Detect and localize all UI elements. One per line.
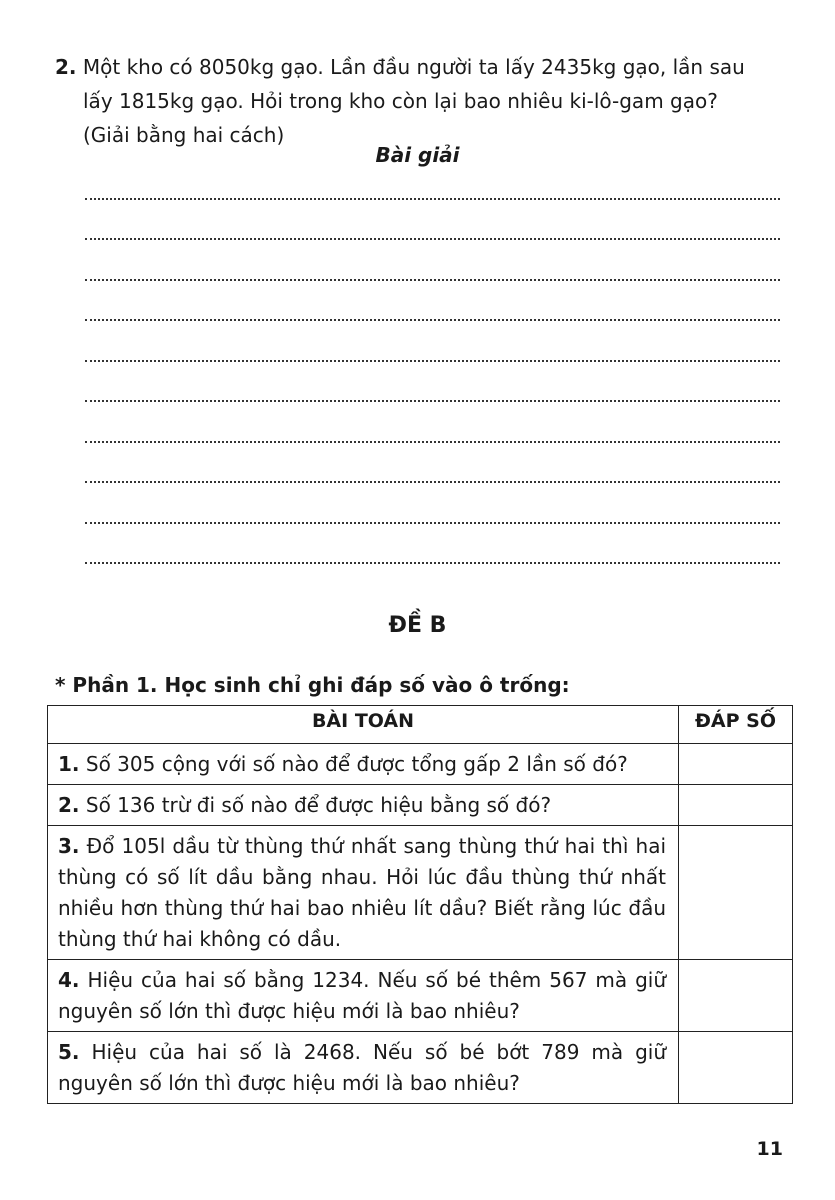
solution-title: Bài giải [375,143,460,167]
row-number: 3. [58,834,80,858]
problem-2 [55,50,790,152]
problem-line-1: Một kho có 8050kg gạo. Lần đầu người ta lấy 2435kg gạo, lần sau [82,55,745,79]
row-text: Số 305 cộng với số nào để được tổng gấp 2 lần số đó? [85,752,628,776]
row-text: Hiệu của hai số bằng 1234. Nếu số bé thêm 567 mà giữ nguyên số lớn thì được hiệu mới là bao nhiêu? [58,968,667,1023]
problem-line-2: lấy 1815kg gạo. Hỏi trong kho còn lại bao nhiêu ki-lô-gam gạo? [83,89,718,113]
answer-line[interactable] [85,398,780,402]
answer-line[interactable] [85,236,780,240]
problem-cell [48,960,679,1032]
answer-line[interactable] [85,358,780,362]
row-text: Số 136 trừ đi số nào để được hiệu bằng số đó? [85,793,552,817]
problem-cell [48,826,679,960]
answer-cell[interactable] [679,960,793,1032]
answer-cell[interactable] [679,826,793,960]
problem-cell [48,1032,679,1104]
answer-line[interactable] [85,520,780,524]
row-text: Đổ 105l dầu từ thùng thứ nhất sang thùng thứ hai thì hai thùng có số lít dầu bằng nhau. Hỏi lúc đầu thùng thứ nhất nhiều hơn thùng thứ hai bao nhiêu lít dầu? Biết rằng lúc đầu thùng thứ hai không có dầu. [58,834,667,951]
table-row [48,826,793,960]
answer-line[interactable] [85,479,780,483]
problem-cell [48,744,679,785]
problem-number: 2. [55,55,77,79]
answer-cell[interactable] [679,744,793,785]
problem-cell [48,785,679,826]
answer-cell[interactable] [679,1032,793,1104]
answer-line[interactable] [85,277,780,281]
table-row [48,785,793,826]
answer-line[interactable] [85,196,780,200]
answer-table [47,705,793,1104]
row-text: Hiệu của hai số là 2468. Nếu số bé bớt 789 mà giữ nguyên số lớn thì được hiệu mới là bao nhiêu? [58,1040,667,1095]
answer-line[interactable] [85,317,780,321]
table-row [48,1032,793,1104]
table-row [48,744,793,785]
column-header-problem: BÀI TOÁN [48,706,679,744]
answer-line[interactable] [85,439,780,443]
column-header-answer: ĐÁP SỐ [679,706,793,744]
part-heading: * Phần 1. Học sinh chỉ ghi đáp số vào ô trống: [55,673,570,697]
answer-cell[interactable] [679,785,793,826]
row-number: 5. [58,1040,80,1064]
table-header-row [48,706,793,744]
row-number: 1. [58,752,80,776]
section-heading: ĐỀ B [388,613,447,638]
problem-line-3: (Giải bằng hai cách) [83,123,285,147]
row-number: 4. [58,968,80,992]
answer-line[interactable] [85,560,780,564]
table-row [48,960,793,1032]
page-number: 11 [756,1138,783,1160]
row-number: 2. [58,793,80,817]
